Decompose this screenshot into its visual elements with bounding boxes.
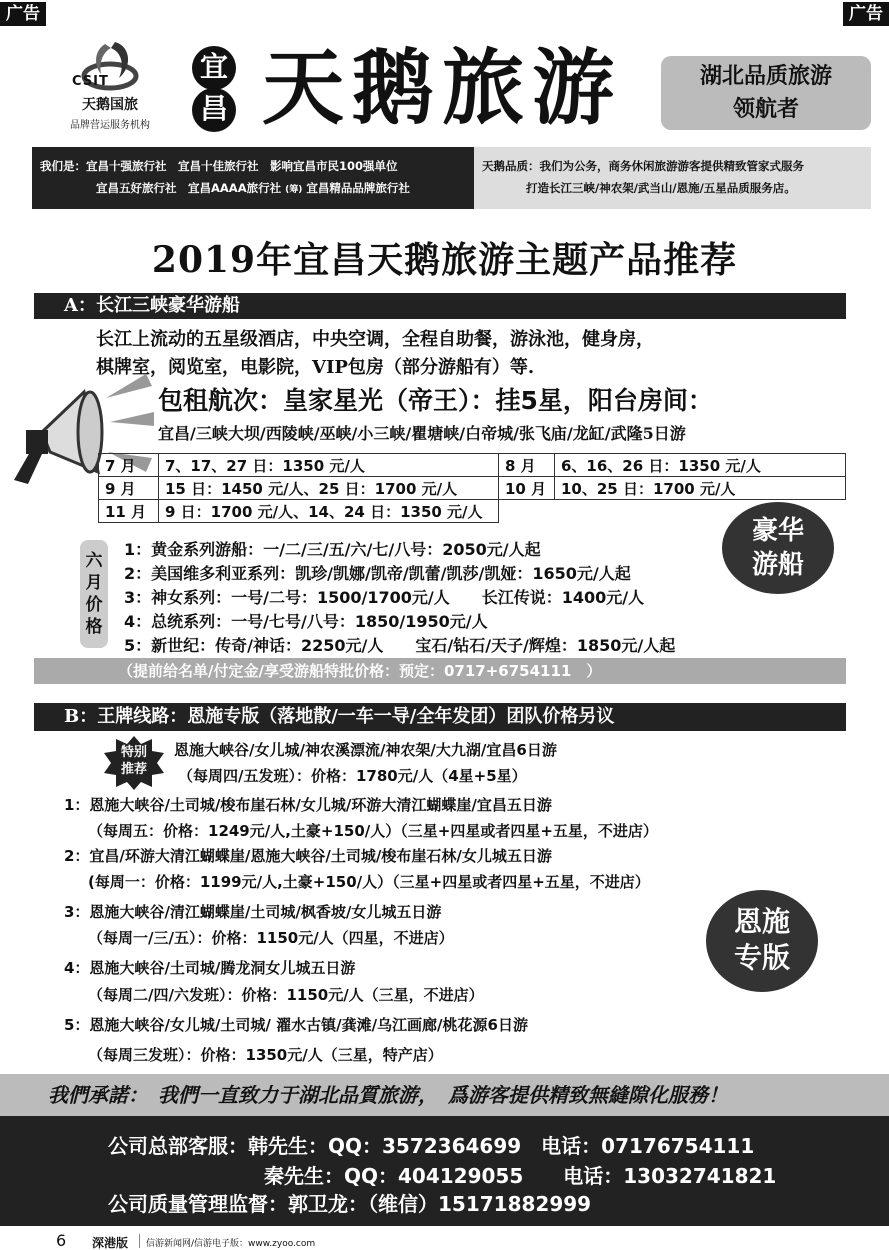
slogan-line2: 领航者 — [732, 97, 799, 122]
charter-title: 包租航次：皇家星光（帝王）：挂5星，阳台房间： — [158, 386, 713, 415]
table-cell: 10 月 — [499, 477, 555, 500]
contact-line2: 秦先生：QQ：404129055 电话：13032741821 — [264, 1164, 777, 1188]
promise-banner: 我們承諾： 我們一直致力于湖北品質旅游， 爲游客提供精致無縫隙化服務！ — [0, 1074, 889, 1116]
section-a-desc2: 棋牌室，阅览室，电影院，VIP包房（部分游船有）等. — [96, 357, 535, 378]
table-cell: 7、17、27 日：1350 元/人 — [159, 454, 499, 477]
special-route-price: （每周四/五发班）：价格：1780元/人（4星+5星） — [178, 767, 527, 785]
footer-edition: 深港版 — [92, 1236, 129, 1250]
table-cell: 6、16、26 日：1350 元/人 — [555, 454, 846, 477]
table-cell: 15 日：1450 元/人、25 日：1700 元/人 — [159, 477, 499, 500]
intro-left-line1: 我们是：宜昌十强旅行社 宜昌十佳旅行社 影响宜昌市民100强单位 — [40, 159, 398, 173]
slogan-box — [661, 56, 871, 130]
price-item: 4：总统系列：一号/七号/八号：1850/1950元/人 — [124, 612, 488, 631]
cruise-badge — [722, 502, 834, 594]
cruise-badge-line1: 豪华 — [751, 516, 804, 546]
table-cell: 9 月 — [99, 477, 159, 500]
route-title: 1：恩施大峡谷/土司城/梭布崖石林/女儿城/环游大清江蝴蝶崖/宜昌五日游 — [64, 796, 552, 814]
logo — [60, 36, 160, 136]
price-item: 5：新世纪：传奇/神话：2250元/人 宝石/钻石/天子/辉煌：1850元/人起 — [124, 636, 676, 655]
city-badge-bottom: 昌 — [192, 88, 236, 132]
intro-right-line1: 天鹅品质：我们为公务，商务休闲旅游游客提供精致管家式服务 — [482, 159, 804, 173]
route-price: （每周五：价格：1249元/人,土豪+150/人）（三星+四星或者四星+五星，不进店） — [88, 822, 658, 840]
special-badge — [102, 744, 166, 778]
route-price: (每周一：价格：1199元/人,土豪+150/人）（三星+四星或者四星+五星，不进店） — [88, 873, 650, 891]
route-title: 4：恩施大峡谷/土司城/腾龙洞女儿城五日游 — [64, 959, 356, 977]
booking-notice: （提前给名单/付定金/享受游船特批价格：预定：0717+6754111 ） — [34, 658, 846, 684]
route-title: 3：恩施大峡谷/清江蝴蝶崖/土司城/枫香坡/女儿城五日游 — [64, 903, 442, 921]
special-route-title: 恩施大峡谷/女儿城/神农溪漂流/神农架/大九湖/宜昌6日游 — [174, 741, 557, 759]
table-cell: 9 日：1700 元/人、14、24 日：1350 元/人 — [159, 500, 499, 523]
june-price-label: 六月价格 — [80, 540, 108, 648]
contact-box — [0, 1116, 889, 1226]
table-cell: 7 月 — [99, 454, 159, 477]
charter-price-table — [98, 453, 846, 523]
section-a-desc1: 长江上流动的五星级酒店，中央空调，全程自助餐，游泳池，健身房， — [96, 329, 654, 350]
enshi-badge-line2: 专版 — [733, 941, 790, 974]
ad-label-left: 广告 — [0, 2, 46, 26]
logo-subtitle: 品牌营运服务机构 — [70, 120, 150, 131]
charter-route: 宜昌/三峡大坝/西陵峡/巫峡/小三峡/瞿塘峡/白帝城/张飞庙/龙缸/武隆5日游 — [158, 424, 686, 443]
special-badge-line1: 特别 — [120, 745, 147, 760]
table-cell: 11 月 — [99, 500, 159, 523]
cruise-badge-line2: 游船 — [751, 550, 804, 580]
city-badge — [192, 46, 238, 132]
route-title: 5：恩施大峡谷/女儿城/土司城/ 濯水古镇/龚滩/乌江画廊/桃花源6日游 — [64, 1016, 528, 1034]
intro-left-line2c: 宜昌精品品牌旅行社 — [306, 181, 410, 195]
footer-divider — [139, 1234, 140, 1248]
table-cell: 8 月 — [499, 454, 555, 477]
route-title: 2：宜昌/环游大清江蝴蝶崖/恩施大峡谷/土司城/梭布崖石林/女儿城五日游 — [64, 847, 552, 865]
price-item: 3：神女系列：一号/二号：1500/1700元/人 长江传说：1400元/人 — [124, 588, 645, 607]
price-item: 1：黄金系列游船：一/二/三/五/六/七/八号：2050元/人起 — [124, 540, 541, 559]
page-number: 6 — [56, 1231, 67, 1250]
intro-right — [474, 147, 871, 209]
city-badge-top: 宜 — [192, 46, 236, 90]
route-price: （每周三发班）：价格：1350元/人（三星，特产店） — [88, 1046, 443, 1064]
table-row — [99, 454, 846, 477]
enshi-badge — [706, 890, 818, 992]
section-b-header: B：王牌线路：恩施专版（落地散/一车一导/全年发团）团队价格另议 — [34, 703, 846, 731]
table-cell: 10、25 日：1700 元/人 — [555, 477, 846, 500]
contact-line3: 公司质量管理监督：郭卫龙：（维信）15171882999 — [108, 1192, 592, 1216]
table-cell — [499, 500, 555, 523]
logo-top-text: CSIT — [72, 74, 109, 89]
main-title: 2019年宜昌天鹅旅游主题产品推荐 — [151, 239, 738, 281]
table-row — [99, 477, 846, 500]
special-badge-line2: 推荐 — [120, 762, 147, 777]
ad-label-right: 广告 — [843, 2, 889, 26]
intro-left-line2b: (筹) — [285, 185, 303, 195]
intro-left — [32, 147, 474, 209]
logo-name: 天鹅国旅 — [82, 97, 138, 113]
route-price: （每周一/三/五）：价格：1150元/人（四星，不进店） — [88, 929, 454, 947]
price-item: 2：美国维多利亚系列：凯珍/凯娜/凯帝/凯蕾/凯莎/凯娅：1650元/人起 — [124, 564, 631, 583]
intro-left-line2a: 宜昌五好旅行社 宜昌AAAA旅行社 — [96, 181, 282, 195]
slogan-line1: 湖北品质旅游 — [699, 64, 832, 89]
enshi-badge-line1: 恩施 — [733, 905, 790, 938]
brand-title: 天鹅旅游 — [262, 40, 623, 136]
route-price: （每周二/四/六发班）：价格：1150元/人（三星，不进店） — [88, 986, 484, 1004]
section-a-header: A：长江三峡豪华游船 — [34, 293, 846, 319]
intro-right-line2: 打造长江三峡/神农架/武当山/恩施/五星品质服务店。 — [526, 181, 796, 195]
footer-info: 信游新闻网/信游电子版：www.zyoo.com — [146, 1239, 316, 1249]
contact-line1: 公司总部客服：韩先生：QQ：3572364699 电话：07176754111 — [108, 1134, 755, 1158]
